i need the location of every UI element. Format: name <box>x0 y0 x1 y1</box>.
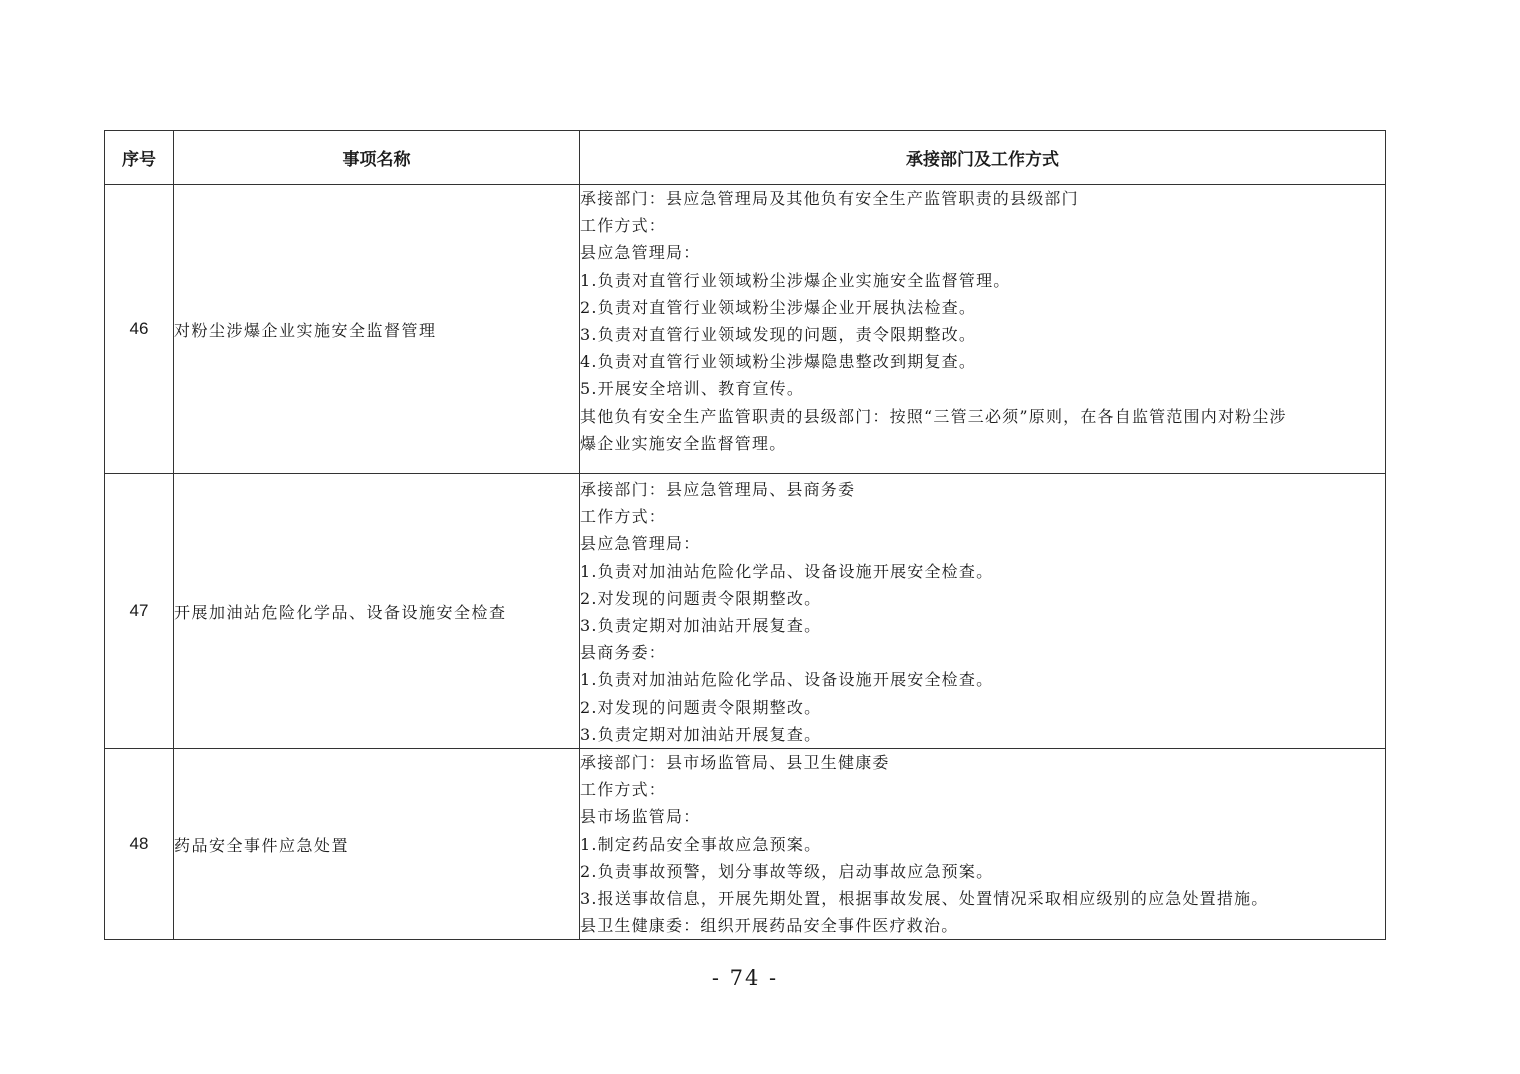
row-method-cell <box>580 474 1386 749</box>
row-seq: 46 <box>105 185 174 474</box>
row-item-name: 对粉尘涉爆企业实施安全监督管理 <box>174 185 580 474</box>
method-line: 承接部门：县应急管理局、县商务委 <box>580 480 856 499</box>
table-header-row <box>105 131 1386 185</box>
method-line: 3.负责对直管行业领域发现的问题，责令限期整改。 <box>580 325 977 345</box>
method-line: 1.负责对加油站危险化学品、设备设施开展安全检查。 <box>580 670 994 690</box>
page-number: - 74 - <box>711 966 779 990</box>
row-method-cell <box>580 749 1386 940</box>
method-line: 工作方式： <box>580 507 667 527</box>
row-item-name: 开展加油站危险化学品、设备设施安全检查 <box>174 474 580 749</box>
method-line: 1.负责对加油站危险化学品、设备设施开展安全检查。 <box>580 561 994 581</box>
row-item-name: 药品安全事件应急处置 <box>174 749 580 940</box>
method-line: 爆企业实施安全监督管理。 <box>580 433 787 453</box>
row-seq: 48 <box>105 749 174 940</box>
method-line: 工作方式： <box>580 216 667 236</box>
method-line: 县商务委： <box>580 643 667 663</box>
method-line: 3.报送事故信息，开展先期处置，根据事故发展、处置情况采取相应级别的应急处置措施。 <box>580 889 1269 909</box>
method-line: 3.负责定期对加油站开展复查。 <box>580 616 822 636</box>
table-row <box>105 185 1386 474</box>
method-line: 1.负责对直管行业领域粉尘涉爆企业实施安全监督管理。 <box>580 270 1011 290</box>
table-row <box>105 749 1386 940</box>
table-row <box>105 474 1386 749</box>
responsibility-table <box>104 130 1386 940</box>
method-line: 2.负责事故预警，划分事故等级，启动事故应急预案。 <box>580 861 994 881</box>
method-line: 承接部门：县应急管理局及其他负有安全生产监管职责的县级部门 <box>580 189 1079 208</box>
method-line: 2.对发现的问题责令限期整改。 <box>580 697 822 717</box>
method-line: 2.对发现的问题责令限期整改。 <box>580 588 822 608</box>
method-line: 其他负有安全生产监管职责的县级部门：按照“三管三必须”原则，在各自监管范围内对粉尘涉 <box>580 406 1287 426</box>
header-method: 承接部门及工作方式 <box>580 131 1386 185</box>
method-line: 1.制定药品安全事故应急预案。 <box>580 834 822 854</box>
method-line: 5.开展安全培训、教育宣传。 <box>580 379 805 399</box>
row-seq: 47 <box>105 474 174 749</box>
method-line: 4.负责对直管行业领域粉尘涉爆隐患整改到期复查。 <box>580 352 977 372</box>
header-name: 事项名称 <box>174 131 580 185</box>
method-line: 3.负责定期对加油站开展复查。 <box>580 724 822 744</box>
method-line: 工作方式： <box>580 780 667 800</box>
row-method-cell <box>580 185 1386 474</box>
method-line: 承接部门：县市场监管局、县卫生健康委 <box>580 753 890 773</box>
method-line: 县市场监管局： <box>580 807 701 827</box>
method-line: 县卫生健康委：组织开展药品安全事件医疗救治。 <box>580 916 959 936</box>
method-line: 县应急管理局： <box>580 243 701 263</box>
method-line: 县应急管理局： <box>580 534 701 554</box>
header-seq: 序号 <box>105 131 174 185</box>
method-line: 2.负责对直管行业领域粉尘涉爆企业开展执法检查。 <box>580 297 977 317</box>
